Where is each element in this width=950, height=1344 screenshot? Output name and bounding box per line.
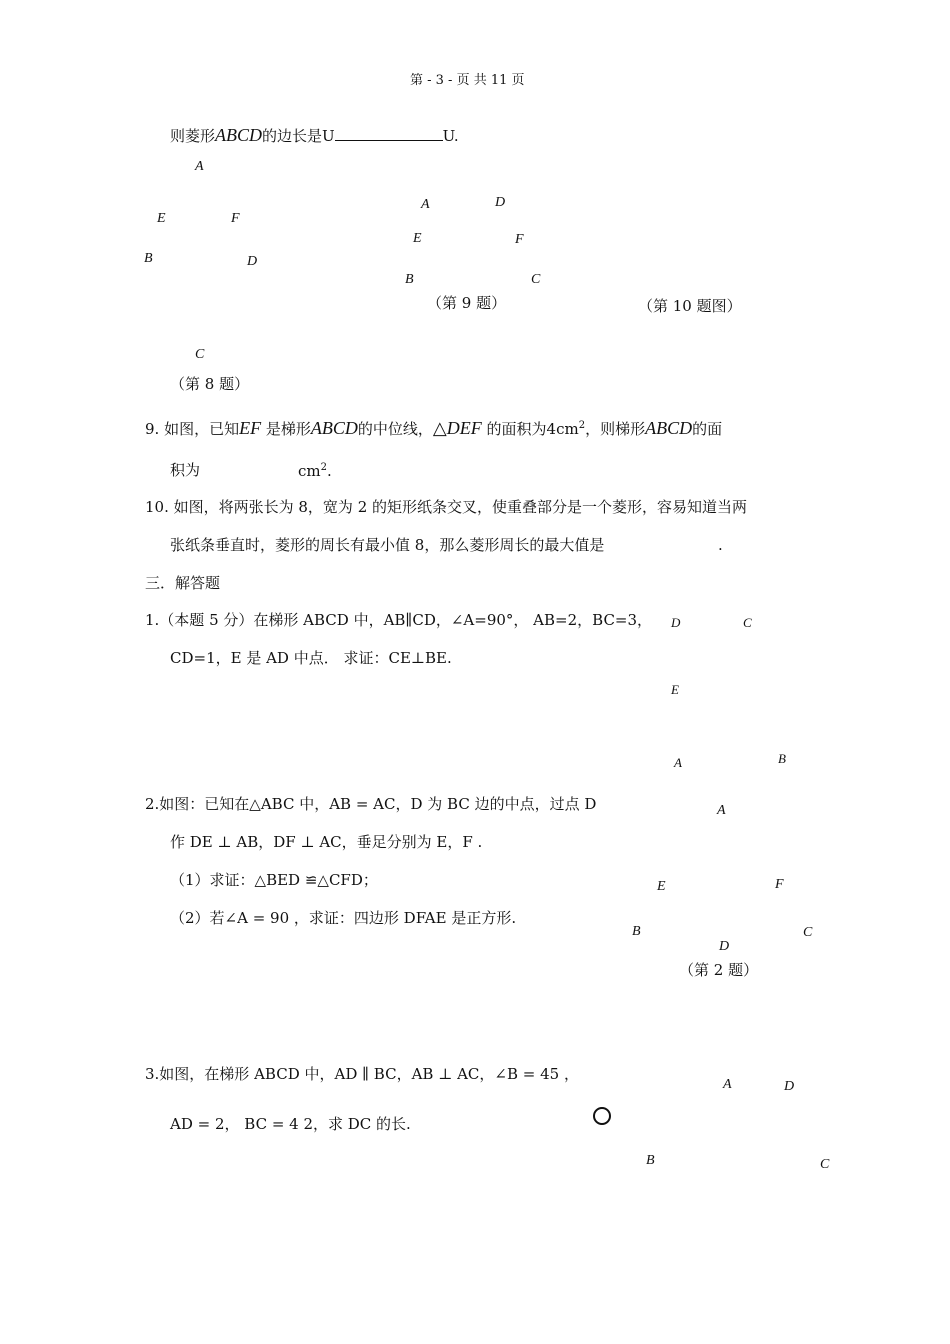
q9-ef: EF <box>239 418 262 438</box>
a3-fig-label-c: C <box>820 1157 830 1172</box>
section-title: 三．解答题 <box>145 574 221 592</box>
a2-fig-label-e: E <box>657 879 666 894</box>
a3-fig-label-a: A <box>723 1077 732 1092</box>
q9-triangle: △DEF <box>432 418 482 438</box>
fig8-label-e: E <box>157 211 166 226</box>
a2-fig-label-b: B <box>632 924 641 939</box>
a1-fig-label-e: E <box>671 682 679 697</box>
fig9-label-a: A <box>421 197 430 212</box>
a2-line1: 2.如图：已知在△ABC 中，AB = AC，D 为 BC 边的中点，过点 D <box>145 795 597 813</box>
fig8-label-d: D <box>247 254 258 269</box>
page-number: 第 - 3 - 页 共 11 页 <box>410 73 525 88</box>
q9-line2b <box>298 463 332 479</box>
a2-line2: 作 DE ⊥ AB，DF ⊥ AC，垂足分别为 E，F . <box>170 833 483 851</box>
q10-line1: 10. 如图，将两张长为 8，宽为 2 的矩形纸条交叉，使重叠部分是一个菱形，容易知道当两 <box>145 498 748 516</box>
q9-abcd: ABCD <box>310 418 358 438</box>
a2-fig-label-d: D <box>719 939 730 954</box>
q10-line2-end: . <box>718 536 723 554</box>
answer-blank <box>335 126 443 141</box>
q9-abcd-2: ABCD <box>645 418 693 438</box>
a1-fig-label-c: C <box>743 615 752 630</box>
a2-fig-label-a: A <box>717 803 726 818</box>
fig9-caption: （第 9 题） <box>427 294 507 312</box>
a1-fig-label-b: B <box>778 751 786 766</box>
q9-text: 的中位线， <box>357 420 433 438</box>
circle-mark-icon <box>593 1107 611 1125</box>
q8-prefix: 则菱形 <box>170 127 216 145</box>
a3-line2: AD = 2， BC = 4 2，求 DC 的长. <box>170 1115 411 1133</box>
q9-text: 的面 <box>692 420 723 438</box>
a2-fig-label-c: C <box>803 925 813 940</box>
q9-text: 是梯形 <box>265 420 311 438</box>
a1-fig-label-d: D <box>671 615 681 630</box>
fig10-caption: （第 10 题图） <box>638 297 742 315</box>
a3-line1: 3.如图，在梯形 ABCD 中，AD ∥ BC，AB ⊥ AC，∠B = 45 ， <box>145 1065 579 1083</box>
fig8-label-a: A <box>195 159 204 174</box>
a1-line1: 1.（本题 5 分）在梯形 ABCD 中，AB∥CD，∠A=90°， AB=2，BC=3， <box>145 611 653 629</box>
q9-period: . <box>327 462 332 480</box>
q9-superscript: 2 <box>578 420 586 431</box>
a2-line3: （1）求证：△BED ≌△CFD； <box>170 871 378 889</box>
q9-text: 的面积为4cm <box>486 420 579 438</box>
q10-line2: 张纸条垂直时，菱形的周长有最小值 8，那么菱形周长的最大值是 <box>170 536 605 554</box>
q8-mid: 的边长是U <box>262 127 335 145</box>
q9-line1 <box>145 419 722 437</box>
fig9-label-d: D <box>495 195 506 210</box>
fig9-label-f: F <box>515 232 524 247</box>
q9-unit: cm <box>298 462 321 480</box>
a1-line2: CD=1，E 是 AD 中点． 求证：CE⊥BE. <box>170 649 452 667</box>
fig9-label-b: B <box>405 272 414 287</box>
fig9-label-e: E <box>413 231 422 246</box>
q8-tail <box>170 126 459 144</box>
a3-fig-label-d: D <box>784 1079 795 1094</box>
a2-caption: （第 2 题） <box>679 961 759 979</box>
fig8-label-f: F <box>231 211 240 226</box>
fig8-caption: （第 8 题） <box>170 375 250 393</box>
a3-fig-label-b: B <box>646 1153 655 1168</box>
q9-text: ，则梯形 <box>585 420 646 438</box>
fig8-label-b: B <box>144 251 153 266</box>
q9-line2a: 积为 <box>170 461 201 479</box>
q9-text: 如图，已知 <box>164 420 240 438</box>
q9-number: 9. <box>145 420 160 438</box>
q8-figure-name: ABCD <box>215 125 263 145</box>
a2-line4: （2）若∠A = 90 ，求证：四边形 DFAE 是正方形. <box>170 909 517 927</box>
a1-fig-label-a: A <box>674 755 682 770</box>
fig8-label-c: C <box>195 347 205 362</box>
fig9-label-c: C <box>531 272 541 287</box>
q9-superscript: 2 <box>320 462 327 473</box>
a2-fig-label-f: F <box>775 877 784 892</box>
q8-suffix: U. <box>442 127 459 145</box>
